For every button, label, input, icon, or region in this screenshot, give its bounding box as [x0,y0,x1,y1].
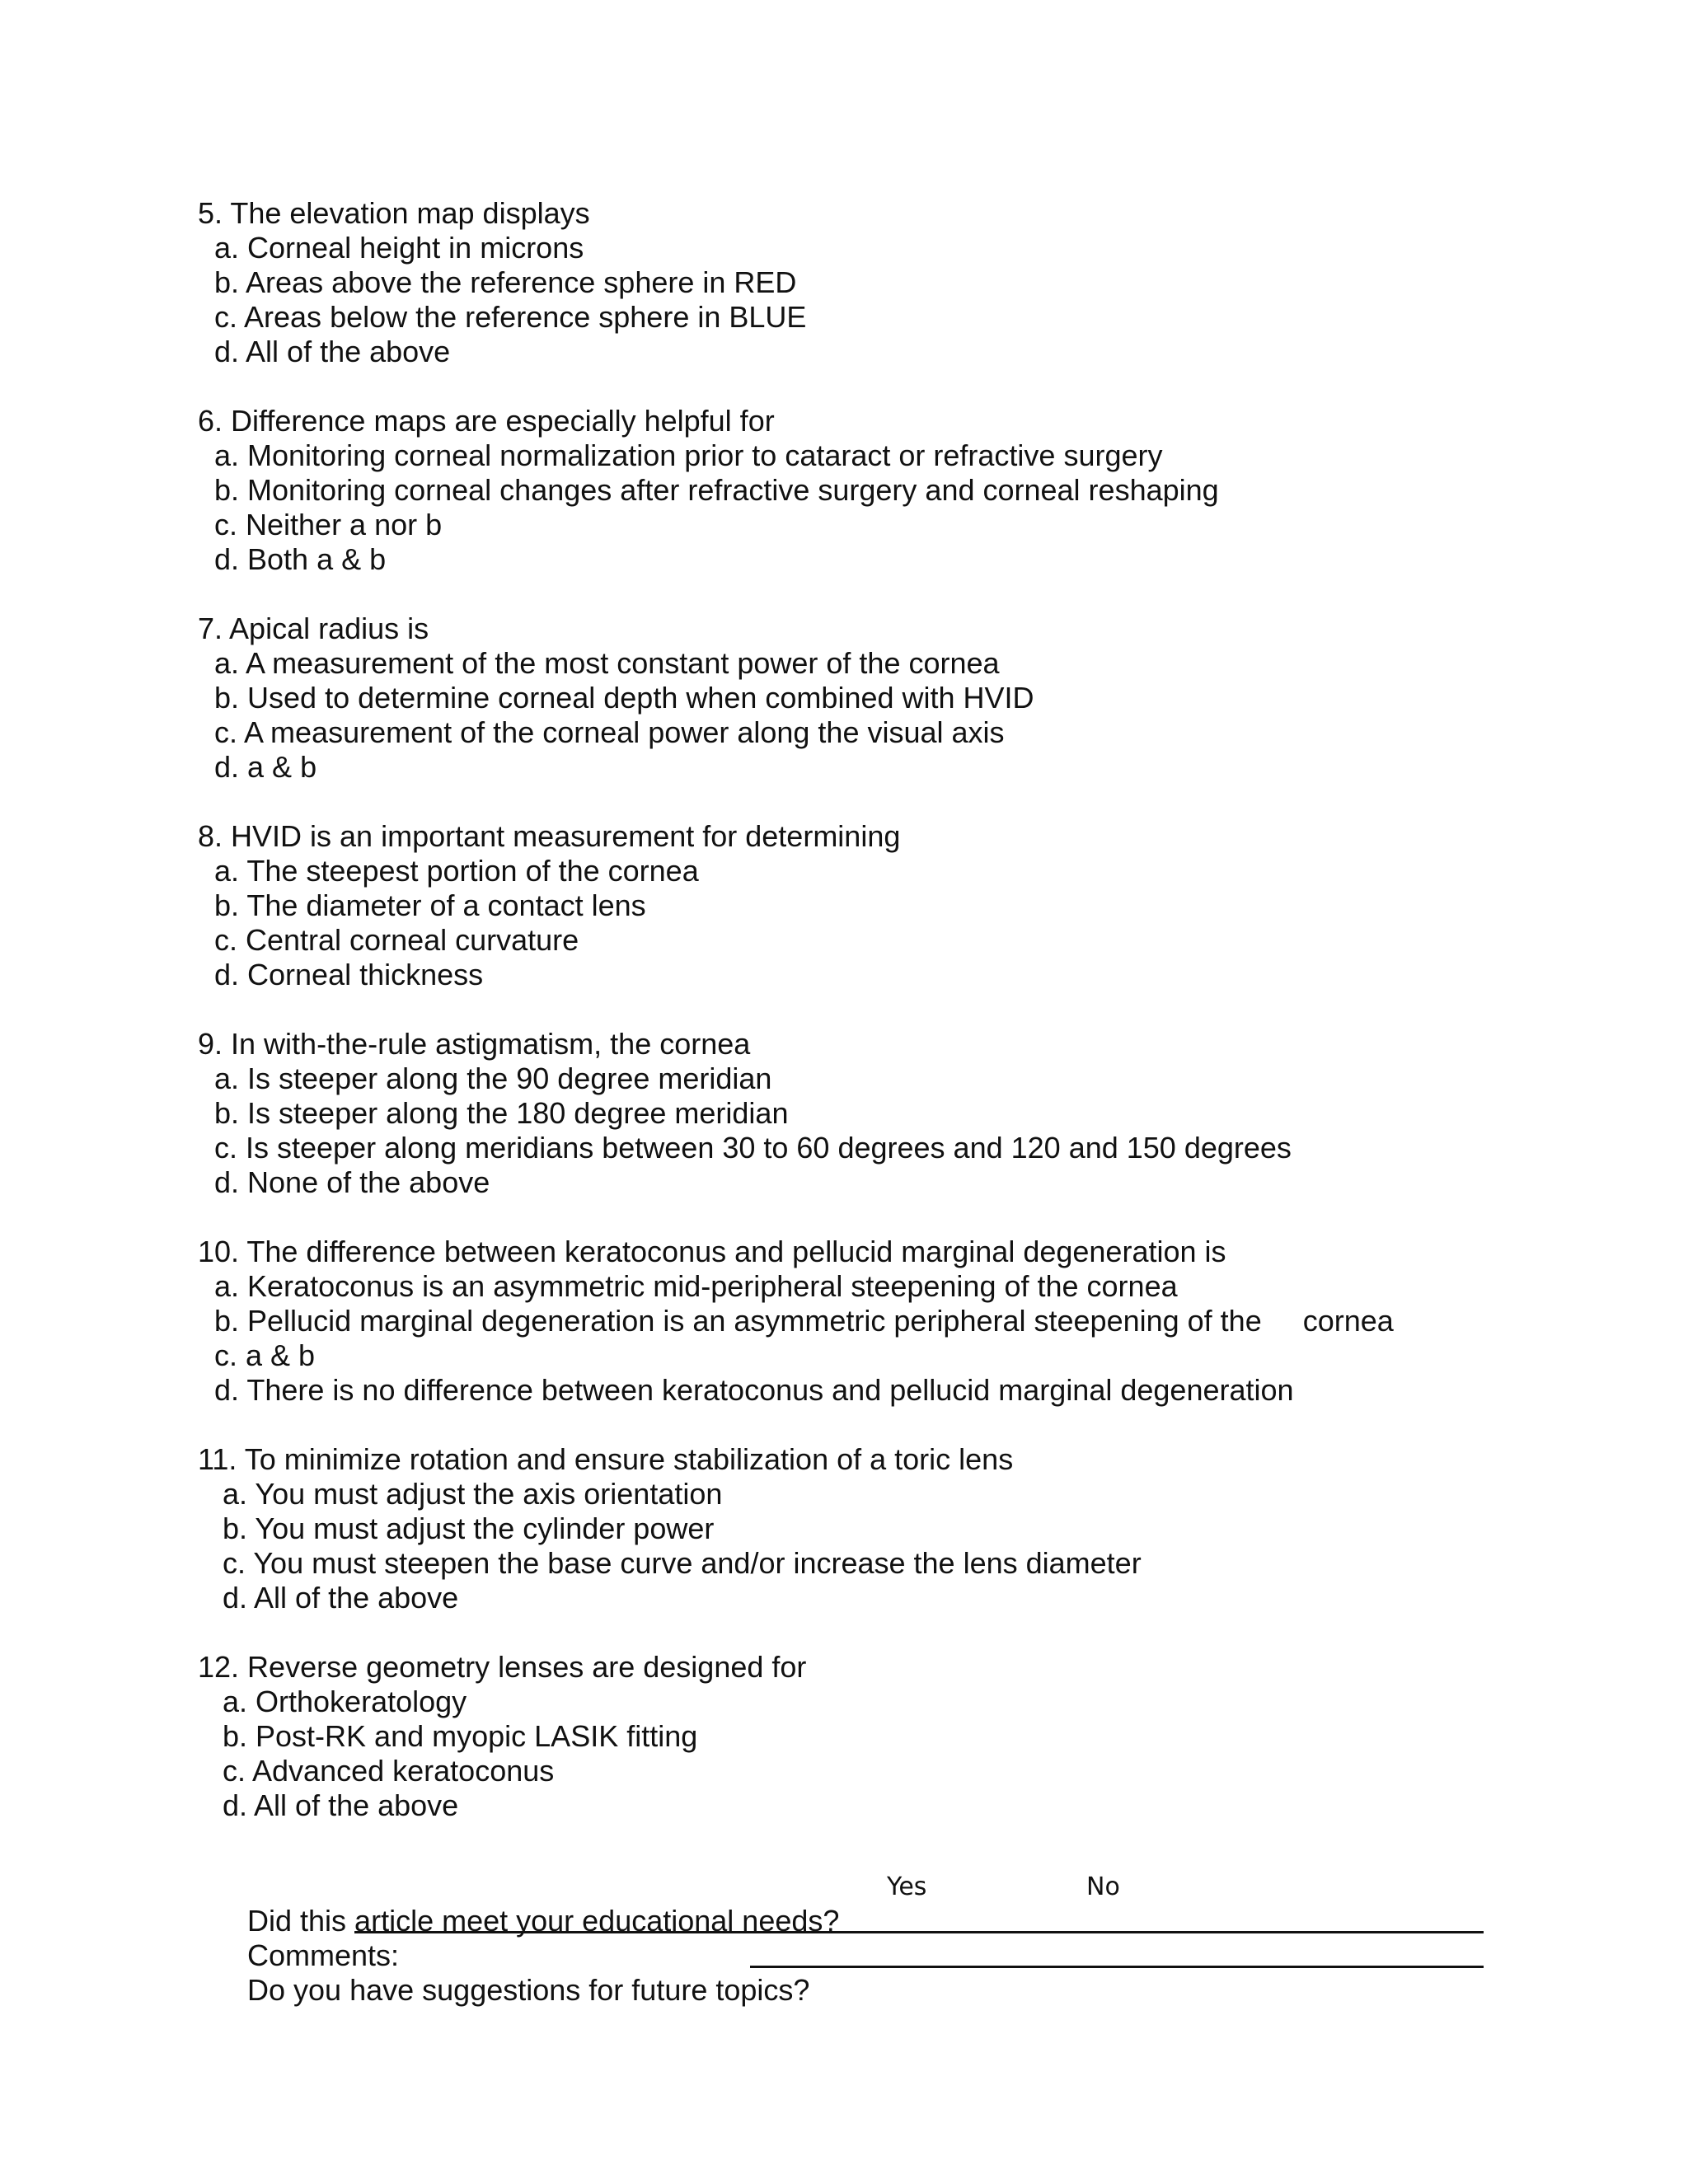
answer-option-d[interactable]: d. None of the above [214,1165,490,1199]
question-text: 7. Apical radius is [198,612,429,645]
no-option[interactable]: No [1086,1872,1120,1901]
answer-option-b[interactable]: b. Areas above the reference sphere in RED [214,265,797,299]
future-topics-field[interactable] [750,1966,1484,1968]
answer-option-d[interactable]: d. All of the above [223,1581,459,1615]
answer-option-c[interactable]: c. a & b [214,1338,316,1372]
question-11 [198,1442,1517,1615]
feedback-section [198,1869,1484,2007]
answer-option-a[interactable]: a. Orthokeratology [223,1685,467,1718]
question-12 [198,1650,1517,1823]
answer-option-a[interactable]: a. A measurement of the most constant power of the cornea [214,646,1000,680]
answer-option-a[interactable]: a. Corneal height in microns [214,231,584,265]
answer-option-c[interactable]: c. Advanced keratoconus [223,1754,555,1788]
answer-option-d[interactable]: d. a & b [214,750,317,784]
answer-option-c[interactable]: c. Is steeper along meridians between 30 to 60 degrees and 120 and 150 degrees [214,1131,1292,1165]
answer-option-d[interactable]: d. All of the above [223,1788,459,1822]
question-5 [198,196,1517,369]
answer-option-c[interactable]: c. Central corneal curvature [214,923,579,957]
future-topics-label: Do you have suggestions for future topics? [247,1973,818,2007]
question-7 [198,612,1517,785]
question-text: 9. In with-the-rule astigmatism, the cornea [198,1027,751,1061]
answer-option-b[interactable]: b. The diameter of a contact lens [214,888,646,922]
comments-label: Comments: [247,1938,408,1972]
answer-option-a[interactable]: a. You must adjust the axis orientation [223,1477,723,1511]
answer-option-b[interactable]: b. Is steeper along the 180 degree meridian [214,1096,789,1130]
answer-option-a[interactable]: a. Is steeper along the 90 degree meridian [214,1062,772,1095]
answer-option-b[interactable]: b. You must adjust the cylinder power [223,1511,715,1545]
answer-option-a[interactable]: a. Keratoconus is an asymmetric mid-peripheral steepening of the cornea [214,1269,1178,1303]
answer-option-b[interactable]: b. Post-RK and myopic LASIK fitting [223,1719,698,1753]
question-text: 12. Reverse geometry lenses are designed for [198,1650,807,1684]
question-text: 8. HVID is an important measurement for determining [198,819,901,853]
question-9 [198,1027,1517,1200]
question-text: 11. To minimize rotation and ensure stabilization of a toric lens [198,1442,1014,1476]
answer-option-b[interactable]: b. Used to determine corneal depth when combined with HVID [214,681,1034,715]
answer-option-d[interactable]: d. There is no difference between keratoconus and pellucid marginal degeneration [214,1373,1294,1407]
answer-option-d[interactable]: d. All of the above [214,335,451,368]
answer-option-c[interactable]: c. Areas below the reference sphere in BLUE [214,300,807,334]
question-text: 10. The difference between keratoconus and pellucid marginal degeneration is [198,1235,1226,1268]
answer-option-c[interactable]: c. A measurement of the corneal power along the visual axis [214,715,1005,749]
educational-needs-question: Did this article meet your educational needs? [247,1904,840,1938]
answer-option-b[interactable]: b. Monitoring corneal changes after refractive surgery and corneal reshaping [214,473,1219,507]
question-text: 6. Difference maps are especially helpful for [198,404,775,438]
answer-option-a[interactable]: a. Monitoring corneal normalization prior to cataract or refractive surgery [214,438,1163,472]
quiz-questions [198,196,1517,1858]
answer-option-a[interactable]: a. The steepest portion of the cornea [214,854,699,888]
answer-option-c[interactable]: c. You must steepen the base curve and/or increase the lens diameter [223,1546,1142,1580]
comments-field[interactable] [354,1931,1484,1933]
answer-option-d[interactable]: d. Corneal thickness [214,958,484,991]
question-text: 5. The elevation map displays [198,196,590,230]
yes-option[interactable]: Yes [887,1872,927,1901]
answer-option-d[interactable]: d. Both a & b [214,542,387,576]
question-8 [198,819,1517,992]
future-topics-row [198,1938,1484,2007]
answer-option-b[interactable]: b. Pellucid marginal degeneration is an asymmetric peripheral steepening of the cornea [214,1304,1394,1338]
question-6 [198,404,1517,577]
educational-needs-row [198,1869,1484,1938]
comments-row [198,1904,1484,1972]
answer-option-c[interactable]: c. Neither a nor b [214,508,443,541]
question-10 [198,1235,1517,1408]
